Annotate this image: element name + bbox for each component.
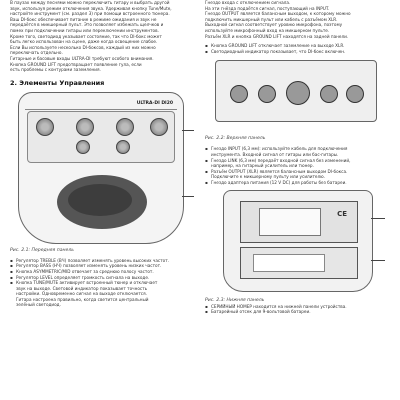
input-jack-icon	[230, 85, 248, 103]
callout-line	[371, 218, 385, 219]
ground-lift-switch-icon	[320, 85, 338, 103]
control-panel	[27, 111, 175, 163]
list-item: ▪ Кнопка TUNE/MUTE активирует встроенный тюнер и отключает	[10, 280, 196, 286]
text-line: Кнопка GROUND LIFT предотвращает появление гула, если	[10, 61, 142, 67]
text-line: зелёный светодиод.	[16, 302, 61, 308]
callout-line	[371, 260, 385, 261]
text-line: настройки. Одновременно сигнал на выходе отключается.	[16, 291, 147, 297]
figure-caption: Рис. 2.3: Нижняя панель	[205, 297, 265, 303]
text-line: Ваш DI-бокс обеспечивает питание в режиме ожидания и звук не	[10, 16, 157, 22]
text-line: Гнездо входа с отключением сигнала.	[205, 0, 291, 5]
text-line: например, на гитарный усилитель или тюнер.	[211, 163, 314, 169]
text-line: Разъём XLR и кнопка GROUND LIFT находятся на задней панели.	[205, 33, 349, 39]
list-item: ▪ Регулятор LEVEL определяет громкость сигнала на выходе.	[10, 275, 196, 281]
text-line: Если Вы используете несколько DI-боксов, каждый из них можно	[10, 44, 156, 50]
list-item: ▪ Кнопка ASYMMETRIC/MID отвечает за среднюю полосу частот.	[10, 269, 196, 275]
bottom-panel-illustration	[205, 188, 391, 296]
text-line: звук, используя режим отключения звука. Удерживая кнопку Tune/Mute,	[10, 5, 172, 11]
text-line: передаётся в микшерный пульт. Это позволяет избежать щелчков и	[10, 22, 164, 28]
serial-label	[253, 254, 325, 272]
front-panel-illustration	[10, 90, 196, 246]
text-line: быть легко использован на сцене, даже когда освещение слабое.	[10, 39, 158, 45]
text-line: Гитара настроена правильно, когда светится центральный	[16, 296, 149, 302]
list-item: ▪ Светодиодный индикатор показывает, что DI-бокс включен.	[205, 49, 391, 55]
text-line: подключить микшерный пульт или кабель с разъёмом XLR.	[205, 16, 338, 22]
list-item: ▪ Гнездо LINK (6,3 мм) передаёт входной сигнал без изменений,	[205, 158, 391, 164]
brand-label: ULTRA-DI DI20	[25, 99, 177, 110]
treble-knob-icon	[36, 118, 54, 136]
callout-line	[182, 130, 194, 131]
di-box-bottom	[223, 190, 373, 292]
level-knob-icon	[150, 118, 168, 136]
intro-paragraph	[10, 0, 196, 73]
label-sticker	[259, 208, 321, 236]
text-line: Гнездо OUTPUT является балансным выходом, к которому можно	[205, 11, 351, 17]
text-line: звук на выходе. Световой индикатор показывает точность	[16, 285, 148, 291]
bass-knob-icon	[76, 118, 94, 136]
text-line: Гитарные и басовые входы ULTRA-DI требуют особого внимания.	[10, 55, 154, 61]
figure-caption: Рис. 2.2: Верхняя панель	[205, 136, 266, 142]
ce-mark: CE	[337, 209, 347, 218]
link-jack-icon	[258, 85, 276, 103]
di-box-front	[18, 92, 184, 244]
list-item: ▪ Гнездо INPUT (6,3 мм): используйте кабель для подключения	[205, 146, 391, 152]
text-line: переключать отдельно.	[10, 50, 63, 56]
text-line: В паузах между песнями можно переключить гитару и выбрать другой	[10, 0, 170, 5]
power-jack-icon	[346, 85, 364, 103]
left-column	[10, 0, 196, 308]
connections-list	[205, 146, 391, 185]
list-item: ▪ Регулятор TREBLE (ВЧ) позволяет изменять уровень высоких частот.	[10, 258, 196, 264]
mid-knob-icon	[116, 118, 134, 136]
serial-label-area	[240, 247, 358, 279]
di-box-top	[215, 60, 377, 122]
figure-caption: Рис. 2.1: Передняя панель	[10, 247, 74, 253]
list-item: ▪ СЕРИЙНЫЙ НОМЕР находится на нижней панели устройства.	[205, 304, 391, 310]
battery-compartment	[240, 201, 358, 243]
text-line: настройте инструмент (см. раздел 3) при помощи встроенного тюнера.	[10, 11, 170, 17]
list-item: ▪ Гнездо адаптера питания (12 V DC) для работы без батареи.	[205, 180, 391, 186]
text-line: Подключите к микшерному пульту или усилителю.	[211, 174, 325, 180]
right-column	[205, 0, 391, 315]
text-line: На эти гнёзда подаётся сигнал, поступающий на INPUT.	[205, 5, 330, 11]
xlr-output-icon	[286, 81, 310, 105]
tune-switch-icon	[116, 140, 130, 154]
section-heading: 2. Элементы Управления	[10, 78, 105, 87]
text-line: используйте микрофонный вход на микшерном пульте.	[205, 27, 330, 33]
mute-switch-icon	[76, 140, 90, 154]
footswitch-pad-icon	[57, 175, 147, 229]
text-line: помех при подключении гитары или переключении инструментов.	[10, 27, 159, 33]
controls-list	[10, 258, 196, 308]
text-line: есть проблемы с контурами заземления.	[10, 67, 101, 73]
list-item: ▪ Батарейный отсек для 9-вольтовой батареи.	[205, 309, 391, 315]
list-item: ▪ Регулятор BASS (НЧ) позволяет изменять уровень низких частот.	[10, 263, 196, 269]
text-line: Кроме того, светодиод указывает состояние, так что DI-бокс может	[10, 33, 162, 39]
right-intro-paragraph	[205, 0, 391, 39]
text-line: инструмента. Входной сигнал от гитары или бас-гитары.	[211, 151, 339, 157]
text-line: Выходной сигнал соответствует уровню микрофона, поэтому	[205, 22, 343, 28]
top-panel-illustration	[205, 56, 391, 134]
list-item: ▪ Кнопка GROUND LIFT отключает заземление на выходе XLR.	[205, 43, 391, 49]
list-item: ▪ Разъём OUTPUT (XLR) является балансным выходом DI-бокса.	[205, 169, 391, 175]
callout-line	[182, 196, 194, 197]
